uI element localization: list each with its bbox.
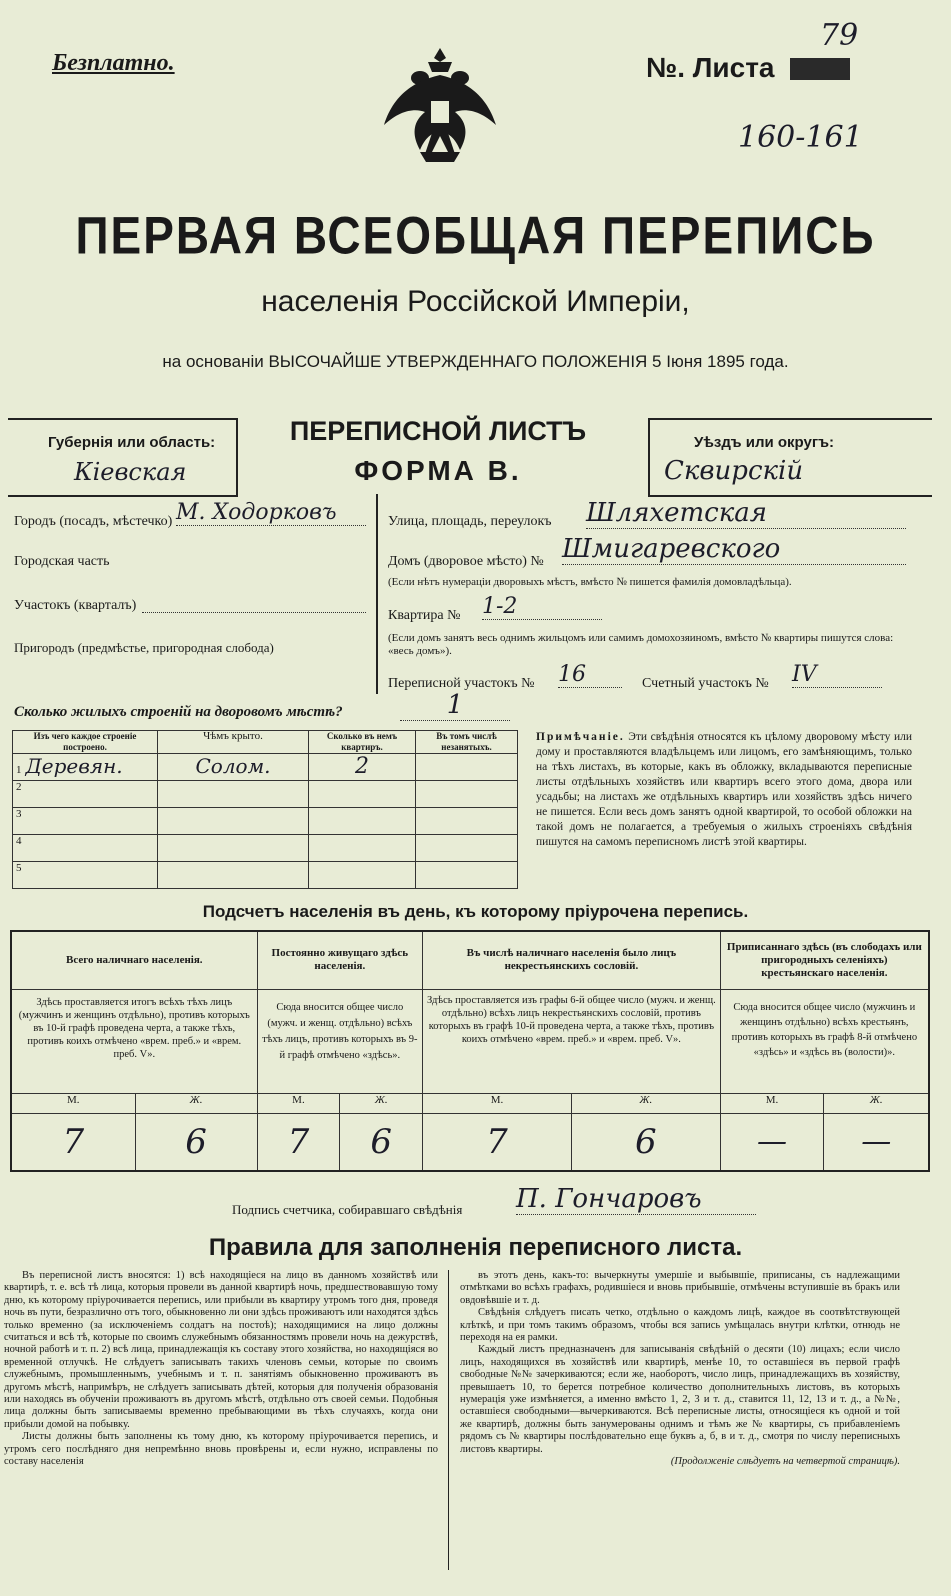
census-district-label: Переписной участокъ № bbox=[388, 676, 535, 691]
gubernia-label: Губернія или область: bbox=[48, 434, 216, 451]
buildings-table-header bbox=[13, 731, 518, 754]
row-number: 2 bbox=[13, 781, 158, 808]
f-label: Ж. bbox=[824, 1093, 929, 1113]
material-value: Деревян. bbox=[25, 754, 123, 778]
f-label: Ж. bbox=[340, 1093, 423, 1113]
col-permanent-desc: Сюда вносится общее число (мужч. и женщ. отдѣльно) всѣхъ тѣхъ лицъ, противъ которыхъ въ 9-й графѣ отмѣчено «здѣсь». bbox=[257, 989, 423, 1093]
uezd-label: Уѣздъ или округъ: bbox=[694, 434, 835, 451]
address-divider bbox=[376, 494, 378, 694]
col-apartments-header: Сколько въ немъ квартиръ. bbox=[309, 731, 416, 754]
apartment-label: Квартира № bbox=[388, 608, 461, 623]
house-value: Шмигаревского bbox=[562, 534, 906, 565]
population-heads bbox=[11, 931, 929, 989]
gubernia-box bbox=[8, 418, 238, 497]
rules-continued: (Продолженіе слѣдуетъ на четвертой страницѣ). bbox=[670, 1456, 900, 1468]
street-label: Улица, площадь, переулокъ bbox=[388, 514, 552, 529]
rules-paragraph: Листы должны быть заполнены къ тому дню, къ которому пріурочивается перепись, и утромъ сего послѣдняго дня непремѣнно вновь провѣрены и, если нужно, исправлены по составу населенія bbox=[4, 1431, 438, 1468]
population-table bbox=[10, 930, 930, 1172]
population-sex-row bbox=[11, 1093, 929, 1113]
total-female: 6 bbox=[135, 1113, 257, 1171]
permanent-male: 7 bbox=[257, 1113, 340, 1171]
uezd-box bbox=[648, 418, 932, 497]
basis-line: на основаніи ВЫСОЧАЙШЕ УТВЕРЖДЕННАГО ПОЛОЖЕНІЯ 5 Іюня 1895 года. bbox=[162, 352, 789, 371]
rules-paragraph: Свѣдѣнія слѣдуетъ писать четко, отдѣльно о каждомъ лицѣ, каждое въ соотвѣтствующей клѣткѣ, и при томъ такимъ образомъ, чтобы вся запись умѣщалась внутри клѣтки, отнюдь не переходя на ея рамки. bbox=[460, 1307, 900, 1344]
material-cell bbox=[13, 754, 158, 781]
double-headed-eagle-icon bbox=[380, 40, 500, 190]
city-value: М. Ходорковъ bbox=[176, 500, 366, 526]
counting-district-value: IV bbox=[792, 662, 882, 688]
district-label: Участокъ (кварталъ) bbox=[14, 598, 137, 613]
permanent-female: 6 bbox=[340, 1113, 423, 1171]
vacant-value bbox=[416, 754, 518, 781]
buildings-note bbox=[536, 730, 912, 850]
nonpeasant-male: 7 bbox=[423, 1113, 572, 1171]
apartment-value: 1-2 bbox=[482, 594, 602, 620]
main-title: ПЕРВАЯ ВСЕОБЩАЯ ПЕРЕПИСЬ bbox=[75, 205, 876, 265]
sheet-number-label: №. Листа bbox=[646, 52, 775, 83]
signature-label: Подпись счетчика, собиравшаго свѣдѣнія bbox=[232, 1202, 463, 1217]
roof-value: Солом. bbox=[158, 754, 309, 781]
rules-paragraph: Каждый листъ предназначенъ для записыванія свѣдѣній о десяти (10) лицахъ; если число лицъ, находящихся въ хозяйствѣ или квартирѣ, менѣе 10, то оставшіеся въ первой графѣ свободные №№ зачеркиваются; если же, наоборотъ, число лицъ, принадлежащихъ въ хозяйству, превышаетъ 10, то берется потребное количество дополнительныхъ листовъ, въ которыхъ нумерація уже измѣняется, а именно вмѣсто 1, 2, 3 и т. д., ставится 11, 12, 13 и т. д., а №№, оставшіеся свободными—вычеркиваются. Всѣ переписные листы, относящіеся къ одной и той же квартирѣ, должны быть занумерованы однимъ и тѣмъ же № квартиры, съ прибавленіемъ рядомъ съ № квартиры послѣдовательно еще буквъ а, б, в и т. д., смотря по числу переписныхъ листовъ квартиры. bbox=[460, 1344, 900, 1455]
col-permanent-head: Постоянно живущаго здѣсь населенія. bbox=[257, 931, 423, 989]
subtitle: населенія Россійской Имперіи, bbox=[261, 285, 690, 318]
peasant-male: — bbox=[720, 1113, 824, 1171]
buildings-table bbox=[12, 730, 518, 889]
table-row bbox=[13, 835, 518, 862]
col-total-head: Всего наличнаго населенія. bbox=[11, 931, 257, 989]
city-part-label: Городская часть bbox=[14, 554, 110, 569]
m-label: М. bbox=[720, 1093, 824, 1113]
gubernia-value: Кiевская bbox=[74, 458, 187, 486]
house-note: (Если нѣтъ нумераціи дворовыхъ мѣстъ, вмѣсто № пишется фамилія домовладѣльца). bbox=[388, 576, 792, 588]
rules-paragraph: въ этотъ день, какъ-то: вычеркнуты умершіе и выбывшіе, приписаны, съ надлежащими отмѣтками во всѣхъ графахъ, родившіеся и вновь прибывшіе, отмѣчены вступившіе въ бракъ или овдовѣвшіе и т. д. bbox=[460, 1270, 900, 1306]
buildings-answer: 1 bbox=[400, 690, 510, 721]
population-descs bbox=[11, 989, 929, 1093]
row-number: 3 bbox=[13, 808, 158, 835]
sheet-number-blot bbox=[790, 58, 850, 80]
col-material-header: Изъ чего каждое строеніе построено. bbox=[13, 731, 158, 754]
street-value: Шляхетская bbox=[586, 498, 906, 529]
form-title: ПЕРЕПИСНОЙ ЛИСТЪ bbox=[289, 416, 587, 446]
form-name: ФОРМА В. bbox=[354, 455, 522, 486]
house-label: Домъ (дворовое мѣсто) № bbox=[388, 554, 544, 569]
row-number: 1 bbox=[16, 764, 22, 776]
suburb-label: Пригородъ (предмѣстье, пригородная слобода) bbox=[14, 640, 274, 655]
counting-district-label: Счетный участокъ № bbox=[642, 676, 769, 691]
col-nonpeasant-head: Въ числѣ наличнаго населенія было лицъ некрестьянскихъ сословій. bbox=[423, 931, 721, 989]
apartments-value: 2 bbox=[309, 754, 416, 781]
total-male: 7 bbox=[11, 1113, 135, 1171]
city-label: Городъ (посадъ, мѣстечко) bbox=[14, 514, 173, 529]
m-label: М. bbox=[423, 1093, 572, 1113]
uezd-value: Сквирскiй bbox=[664, 456, 804, 486]
col-vacant-header: Въ томъ числѣ незанятыхъ. bbox=[416, 731, 518, 754]
table-row bbox=[13, 808, 518, 835]
signature-value: П. Гончаровъ bbox=[516, 1184, 756, 1215]
f-label: Ж. bbox=[135, 1093, 257, 1113]
note-title: Примѣчаніе. bbox=[536, 731, 625, 743]
col-total-desc: Здѣсь проставляется итогъ всѣхъ тѣхъ лицъ (мужчинъ и женщинъ отдѣльно), противъ которыхъ въ 10-й графѣ проведена черта, а также тѣхъ, противъ коихъ отмѣчено «врем. преб.» и «врем. преб. V». bbox=[11, 989, 257, 1093]
col-peasant-desc: Сюда вносится общее число (мужчинъ и женщинъ отдѣльно) всѣхъ крестьянъ, противъ которыхъ въ графѣ 8-й отмѣчено «здѣсь» и «здѣсь въ (волости)». bbox=[720, 989, 929, 1093]
nonpeasant-female: 6 bbox=[571, 1113, 720, 1171]
rules-paragraph: Въ переписной листъ вносятся: 1) всѣ находящіеся на лицо въ данномъ хозяйствѣ или квартирѣ, т. е. всѣ тѣ лица, которыя провели въ данной квартирѣ ночь, предшествовавшую тому дню, къ которому пріурочивается перепись, или прибыли въ квартиру утромъ того дня, проведя ночь въ пути, безразлично отъ того, обыкновенно ли они здѣсь проживаютъ или находятся здѣсь только временно (за исключеніемъ солдатъ на постоѣ); находящимися на лицо должны считаться и всѣ тѣ, которые по своимъ служебнымъ обязанностямъ провели ночь на дежурствѣ, ночной работѣ и т. п. 2) всѣ лица, принадлежащія къ составу этого хозяйства, но находящіяся во временной отлучкѣ. Не слѣдуетъ записывать такихъ членовъ семьи, которые по своимъ служебнымъ, промышленнымъ, учебнымъ и т. п. занятіямъ обыкновенно проживаютъ въ другомъ мѣстѣ, напримѣръ, не слѣдуетъ записывать дѣтей, которыя для полученія образованія или находясь въ обученіи проживаютъ въ другомъ мѣстѣ, отдѣльно отъ своей семьи. Подобныя лица должны быть записываемы временно пребывающими въ тѣхъ случаяхъ, когда они прибыли домой на побывку. bbox=[4, 1270, 438, 1430]
peasant-female: — bbox=[824, 1113, 929, 1171]
census-district-value: 16 bbox=[558, 662, 622, 688]
rules-title: Правила для заполненія переписного листа. bbox=[208, 1234, 743, 1261]
apartment-note: (Если домъ занятъ весь однимъ жильцомъ или самимъ домохозяиномъ, вмѣсто № квартиры пишутся слова: «весь домъ»). bbox=[388, 632, 894, 657]
m-label: М. bbox=[11, 1093, 135, 1113]
district-line bbox=[142, 612, 366, 613]
table-row bbox=[13, 781, 518, 808]
table-row bbox=[13, 754, 518, 781]
col-roof-header: Чѣмъ крыто. bbox=[158, 731, 309, 754]
sheet-number-handwritten: 79 bbox=[820, 18, 859, 53]
col-peasant-head: Приписаннаго здѣсь (въ слободахъ или пригородныхъ селеніяхъ) крестьянскаго населенія. bbox=[720, 931, 929, 989]
buildings-question: Сколько жилыхъ строеній на дворовомъ мѣстѣ? bbox=[14, 704, 343, 720]
m-label: М. bbox=[257, 1093, 340, 1113]
rules-left-column bbox=[4, 1270, 438, 1469]
population-values-row bbox=[11, 1113, 929, 1171]
note-text: Эти свѣдѣнія относятся къ цѣлому дворовому мѣсту или дому и проставляются владѣльцемъ или лицомъ, его замѣняющимъ, только на тѣхъ листахъ, въ которые, какъ въ обложку, вкладываются переписные листы отдѣльныхъ хозяйствъ или квартиръ всего этого дома, двора или усадьбы; на листахъ же отдѣльныхъ квартиръ или хозяйствъ здѣсь ничего не пишется. Если весь домъ занятъ одной квартирой, то особой обложки на такой домъ не полагается, а требуемыя о жилыхъ строеніяхъ свѣдѣнія пишутся на самомъ переписномъ листѣ этой квартиры. bbox=[536, 731, 912, 848]
f-label: Ж. bbox=[571, 1093, 720, 1113]
row-number: 5 bbox=[13, 862, 158, 889]
row-number: 4 bbox=[13, 835, 158, 862]
sheet-range-handwritten: 160-161 bbox=[738, 120, 863, 155]
free-label: Безплатно. bbox=[52, 50, 175, 76]
rules-divider bbox=[448, 1270, 449, 1570]
table-row bbox=[13, 862, 518, 889]
rules-right-column bbox=[460, 1270, 900, 1469]
population-title: Подсчетъ населенія въ день, къ которому пріурочена перепись. bbox=[202, 902, 749, 921]
col-nonpeasant-desc: Здѣсь проставляется изъ графы 6-й общее число (мужч. и женщ. отдѣльно) всѣхъ лицъ некрестьянскихъ сословій, противъ которыхъ въ графѣ 10-й проведена черта, а также тѣхъ, противъ коихъ отмѣчено «врем. преб.» и «врем. преб. V». bbox=[423, 989, 721, 1093]
